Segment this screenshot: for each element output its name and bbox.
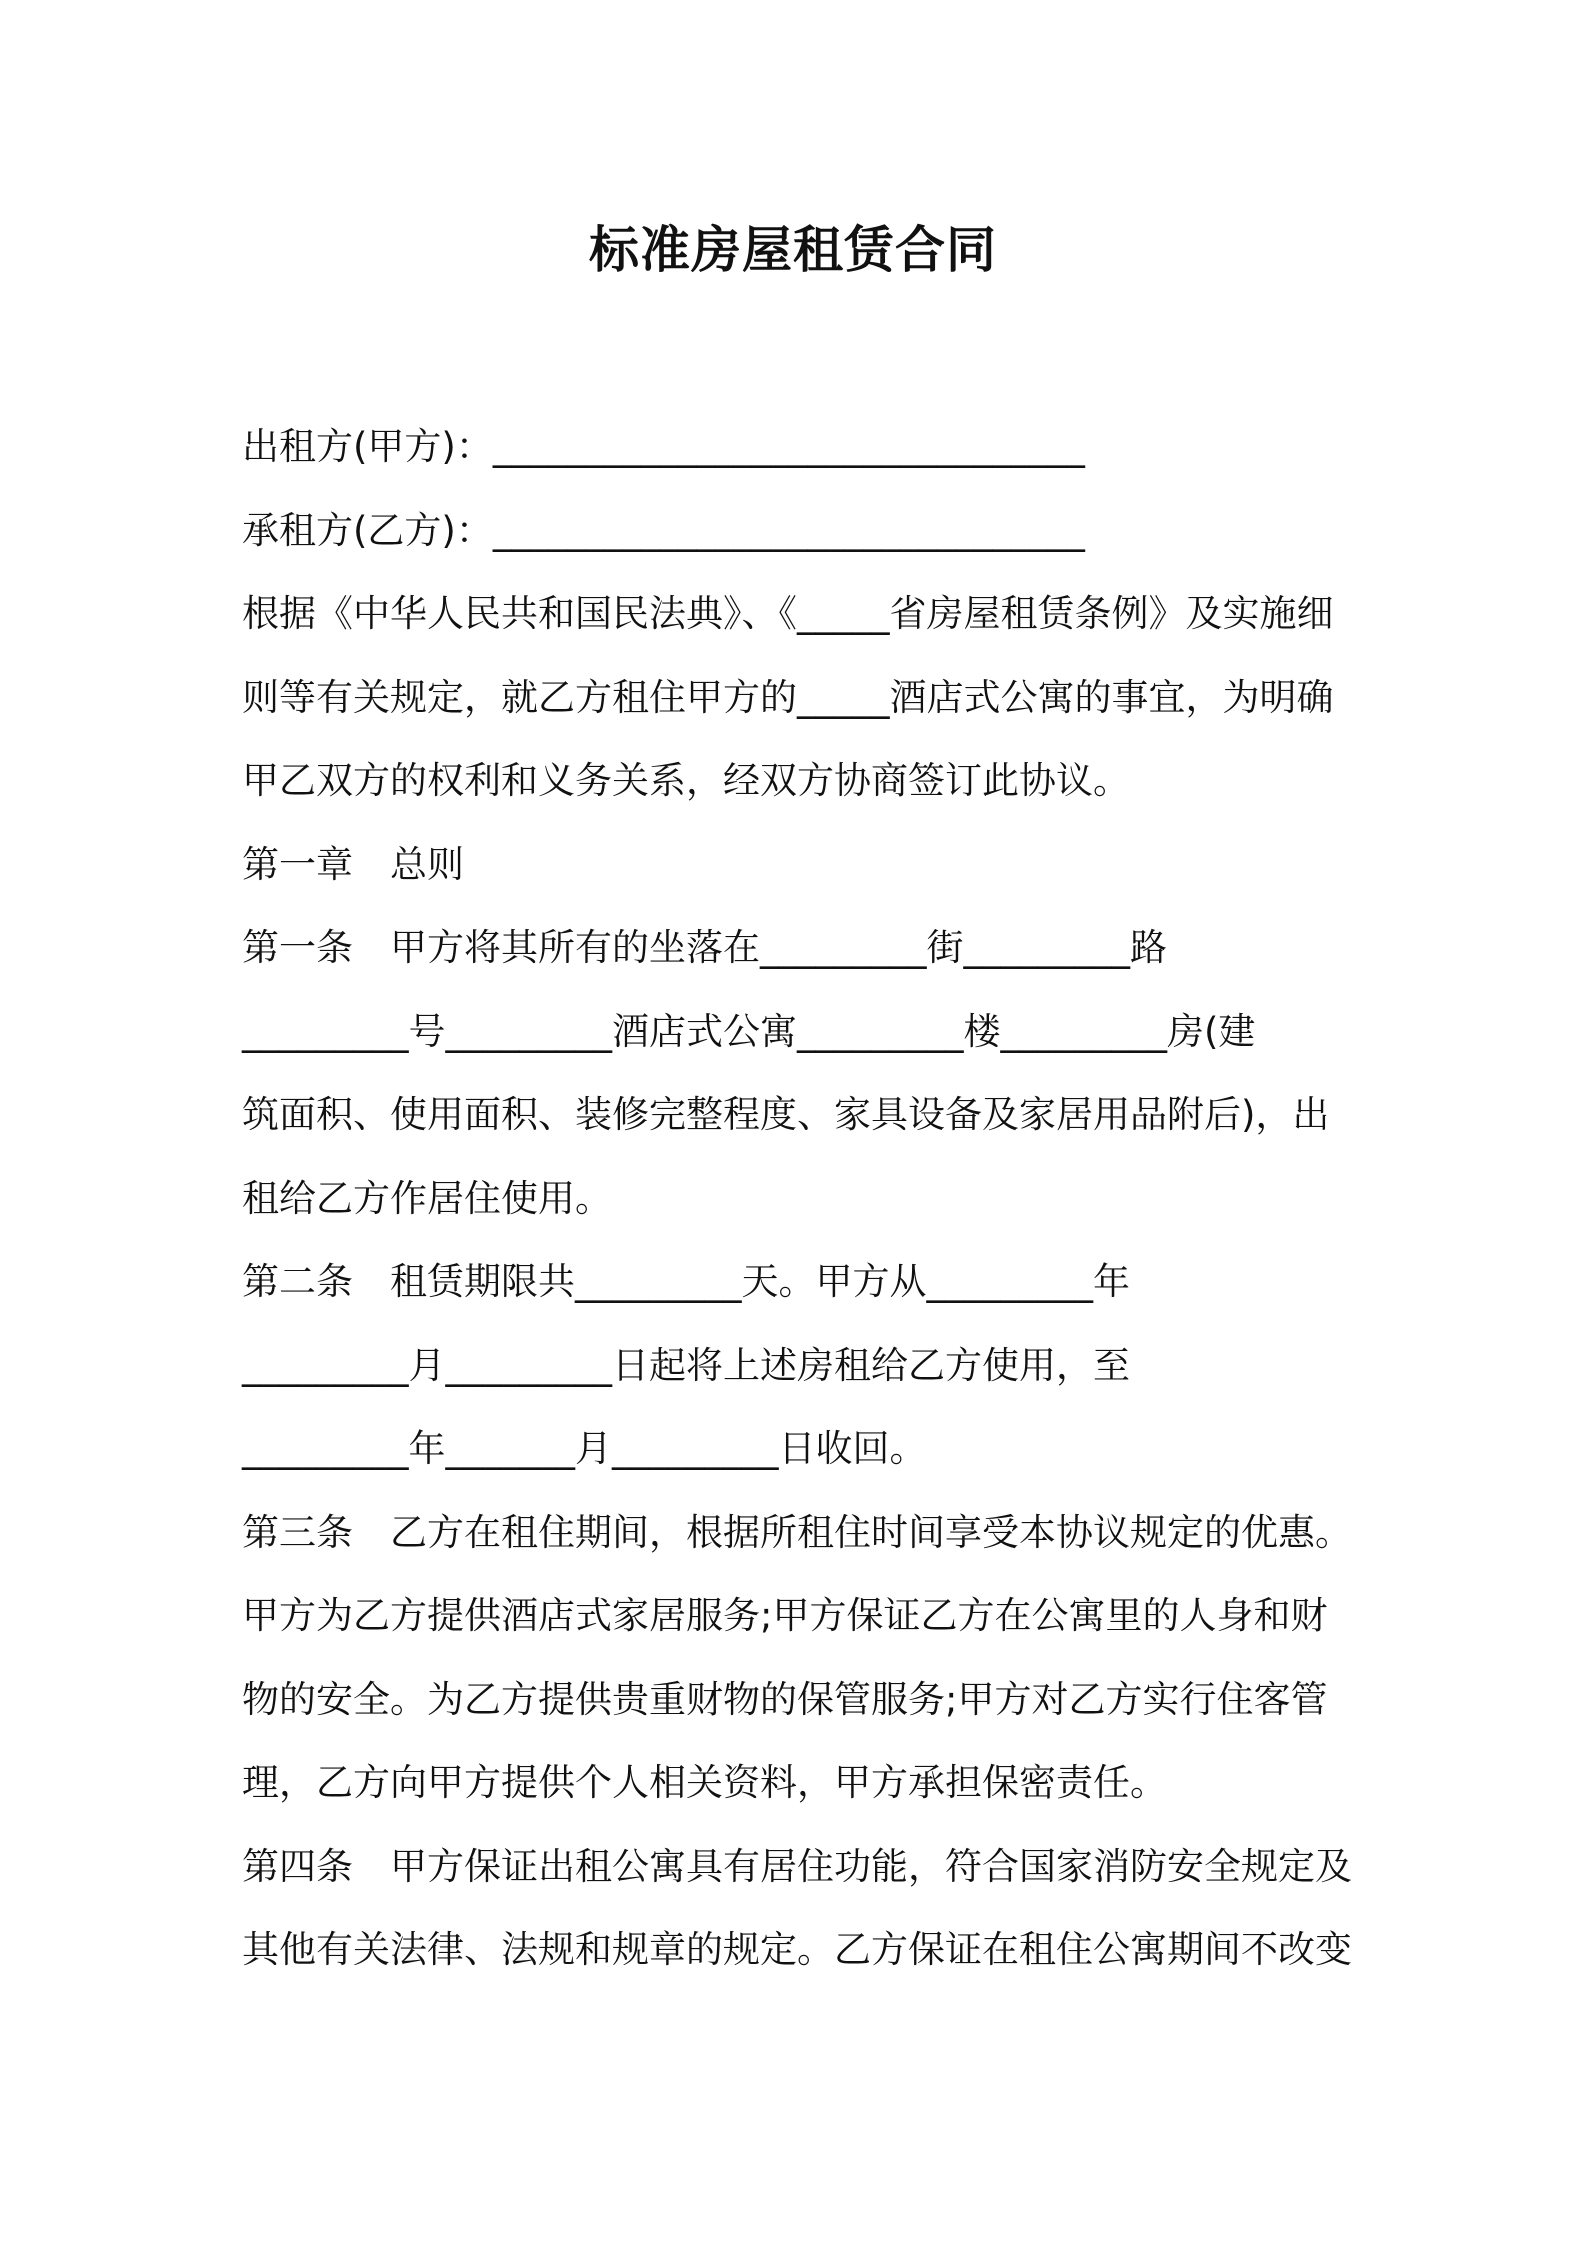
article-2-line: 第二条 租赁期限共_________天。甲方从_________年: [242, 1260, 1130, 1303]
preamble-line: 则等有关规定，就乙方租住甲方的_____酒店式公寓的事宜，为明确: [242, 675, 1334, 719]
article-2-line: _________月_________日起将上述房租给乙方使用，至: [242, 1343, 1130, 1387]
article-4-line: 第四条 甲方保证出租公寓具有居住功能，符合国家消防安全规定及: [242, 1844, 1352, 1888]
article-2-line: _________年_______月_________日收回。: [242, 1427, 927, 1470]
article-3-line: 物的安全。为乙方提供贵重财物的保管服务;甲方对乙方实行住客管: [242, 1677, 1328, 1721]
article-1-line: 筑面积、使用面积、装修完整程度、家具设备及家居用品附后)，出: [242, 1093, 1330, 1136]
article-3-line: 理，乙方向甲方提供个人相关资料，甲方承担保密责任。: [242, 1761, 1167, 1804]
article-4-line: 其他有关法律、法规和规章的规定。乙方保证在租住公寓期间不改变: [242, 1928, 1352, 1971]
article-3-line: 第三条 乙方在租住期间，根据所租住时间享受本协议规定的优惠。: [242, 1510, 1352, 1554]
document-title: 标准房屋租赁合同: [589, 221, 997, 279]
document-body: [242, 405, 1362, 1992]
article-1-line: 第一条 甲方将其所有的坐落在_________街_________路: [242, 926, 1167, 969]
lessor-line: 出租方(甲方)：________________________________: [242, 425, 1085, 468]
preamble-line: 甲乙双方的权利和义务关系，经双方协商签订此协议。: [242, 759, 1130, 802]
article-1-line: 租给乙方作居住使用。: [242, 1176, 612, 1220]
article-3-line: 甲方为乙方提供酒店式家居服务;甲方保证乙方在公寓里的人身和财: [242, 1594, 1328, 1637]
article-1-line: _________号_________酒店式公寓_________楼_________房(建: [242, 1009, 1256, 1053]
chapter-heading: 第一章 总则: [242, 842, 464, 886]
preamble-line: 根据《中华人民共和国民法典》、《_____省房屋租赁条例》及实施细: [242, 592, 1334, 635]
lessee-line: 承租方(乙方)：________________________________: [242, 508, 1085, 552]
